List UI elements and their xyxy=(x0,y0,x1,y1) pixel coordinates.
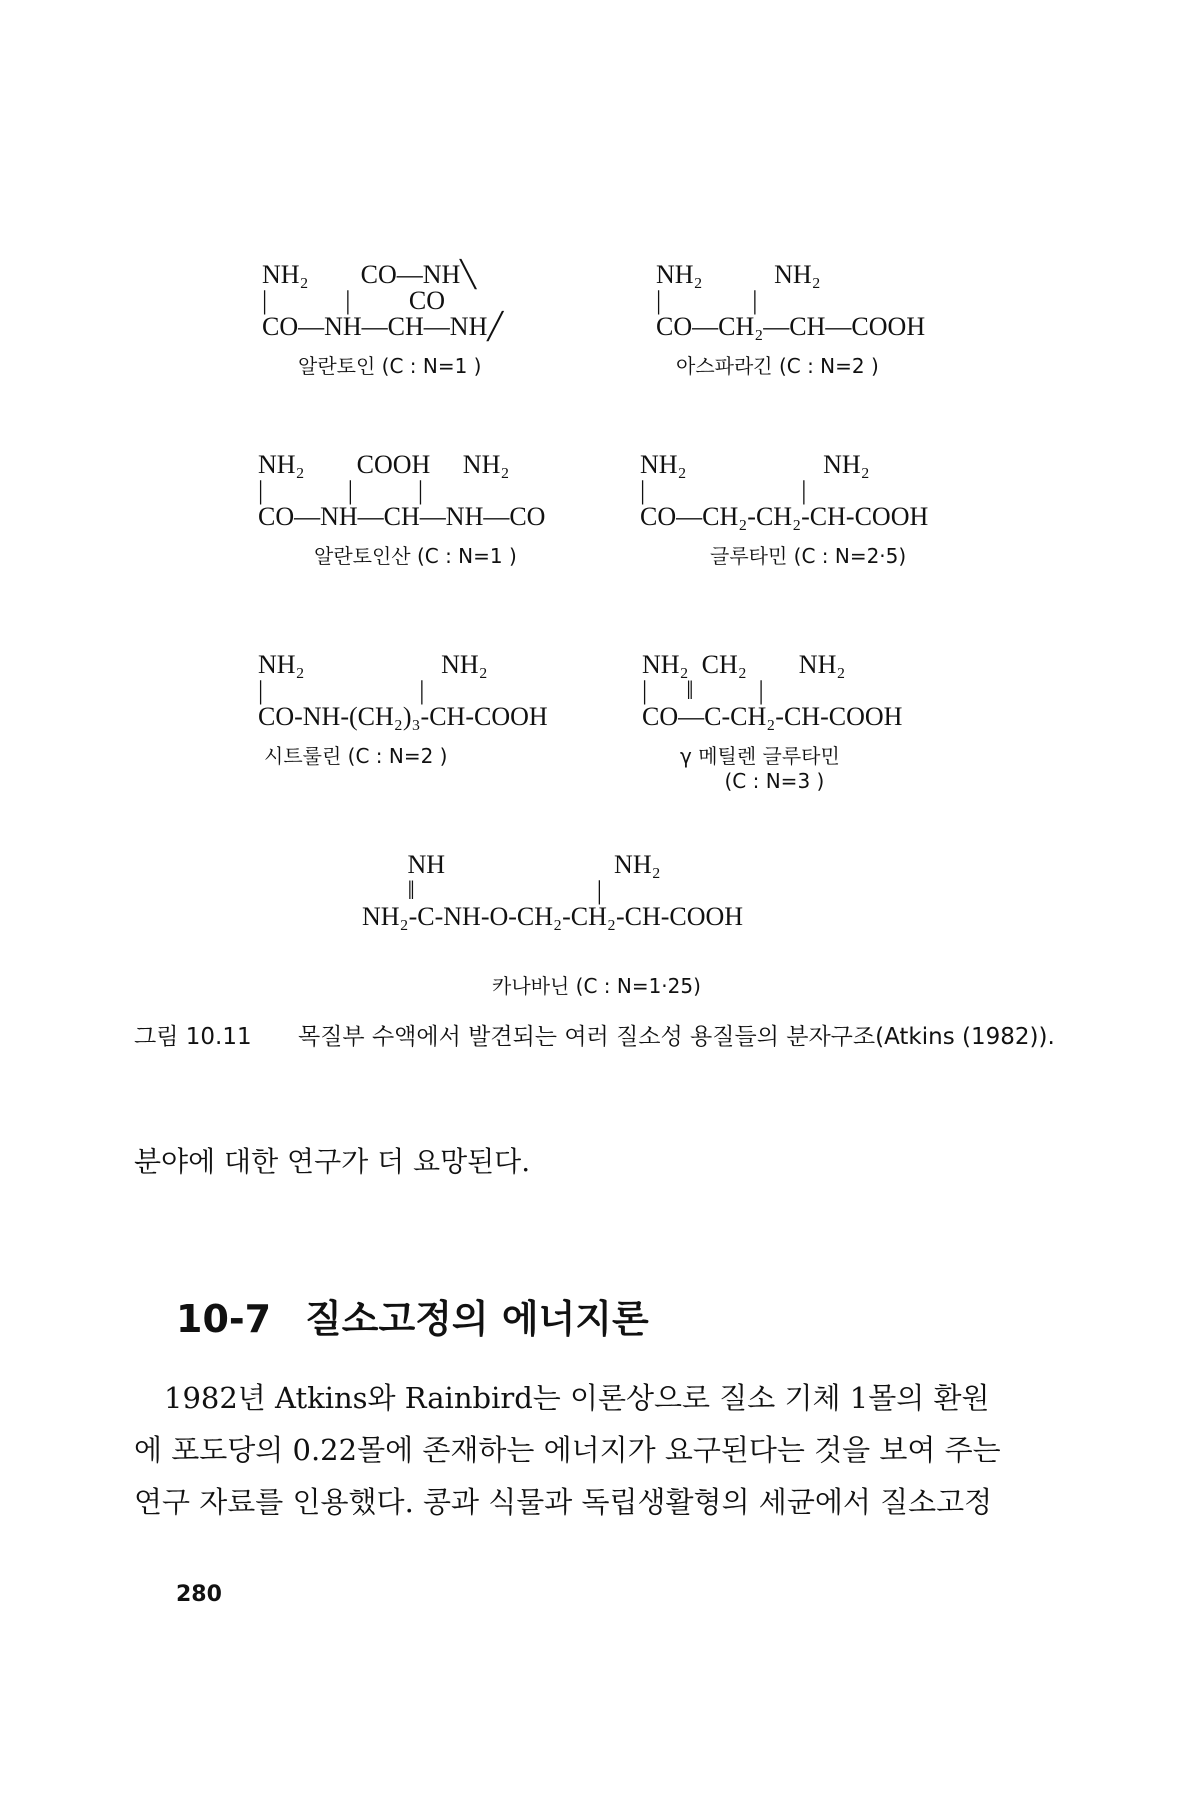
structure-line: CO—C-CH₂-CH-COOH xyxy=(642,702,903,731)
structure-line: NH₂ NH₂ xyxy=(640,450,870,479)
paragraph-line: 1982년 Atkins와 Rainbird는 이론상으로 질소 기체 1몰의 환원 xyxy=(164,1381,990,1415)
molecule-allantoic-acid xyxy=(258,452,545,569)
structure-line: NH₂ COOH NH₂ xyxy=(258,450,510,479)
section-number: 10-7 xyxy=(176,1297,272,1341)
section-heading xyxy=(176,1288,649,1343)
structure-line: | ‖ | xyxy=(642,676,764,705)
structure-line: CO—CH₂—CH—COOH xyxy=(656,312,926,341)
molecule-name: 카나바닌 (C : N=1·25) xyxy=(492,974,701,998)
body-paragraph xyxy=(134,1372,1054,1528)
structure-line: CO—NH—CH—NH╱ xyxy=(262,312,503,341)
structure-line: ‖ | xyxy=(362,876,603,905)
structure-line: NH₂ NH₂ xyxy=(258,650,488,679)
structure-line: NH NH₂ xyxy=(362,850,661,879)
molecule-canavanine xyxy=(362,852,743,999)
caption-text: 목질부 수액에서 발견되는 여러 질소성 용질들의 분자구조(Atkins (1982)). xyxy=(298,1024,1055,1050)
molecule-citrulline xyxy=(258,652,548,769)
molecule-name: 알란토인산 (C : N=1 ) xyxy=(314,544,517,568)
structure-line: CO—NH—CH—NH—CO xyxy=(258,502,546,531)
structure-line: CO-NH-(CH₂)₃-CH-COOH xyxy=(258,702,548,731)
molecule-name: 알란토인 (C : N=1 ) xyxy=(298,354,482,378)
structure-line: NH₂ NH₂ xyxy=(656,260,821,289)
structure-line: CO—CH₂-CH₂-CH-COOH xyxy=(640,502,929,531)
molecule-name: 시트룰린 (C : N=2 ) xyxy=(264,744,448,768)
molecule-methylene-glutamine xyxy=(642,652,902,793)
paragraph-line: 에 포도당의 0.22몰에 존재하는 에너지가 요구된다는 것을 보여 주는 xyxy=(134,1433,1001,1467)
structure-line: | | CO xyxy=(262,286,446,315)
page-number: 280 xyxy=(176,1582,222,1607)
paragraph-line: 연구 자료를 인용했다. 콩과 식물과 독립생활형의 세균에서 질소고정 xyxy=(134,1485,993,1519)
structure-line: | | xyxy=(258,676,425,705)
structure-line: | | | xyxy=(258,476,424,505)
structure-line: | | xyxy=(640,476,807,505)
molecule-glutamine xyxy=(640,452,928,569)
structure-line: NH₂ CH₂ NH₂ xyxy=(642,650,846,679)
structure-line: NH₂-C-NH-O-CH₂-CH₂-CH-COOH xyxy=(362,902,744,931)
structure-line: NH₂ CO—NH╲ xyxy=(262,260,476,289)
structure-line: | | xyxy=(656,286,758,315)
molecule-name: 글루타민 (C : N=2·5) xyxy=(710,544,907,568)
caption-label: 그림 10.11 xyxy=(134,1024,252,1050)
molecule-name: 아스파라긴 (C : N=2 ) xyxy=(676,354,879,378)
molecule-allantoin xyxy=(262,262,503,379)
molecule-asparagine xyxy=(656,262,925,379)
previous-paragraph-end: 분야에 대한 연구가 더 요망된다. xyxy=(134,1145,531,1178)
section-title: 질소고정의 에너지론 xyxy=(305,1297,649,1341)
figure-caption xyxy=(134,1018,1064,1056)
molecule-name: γ 메틸렌 글루타민 (C : N=3 ) xyxy=(680,744,840,793)
